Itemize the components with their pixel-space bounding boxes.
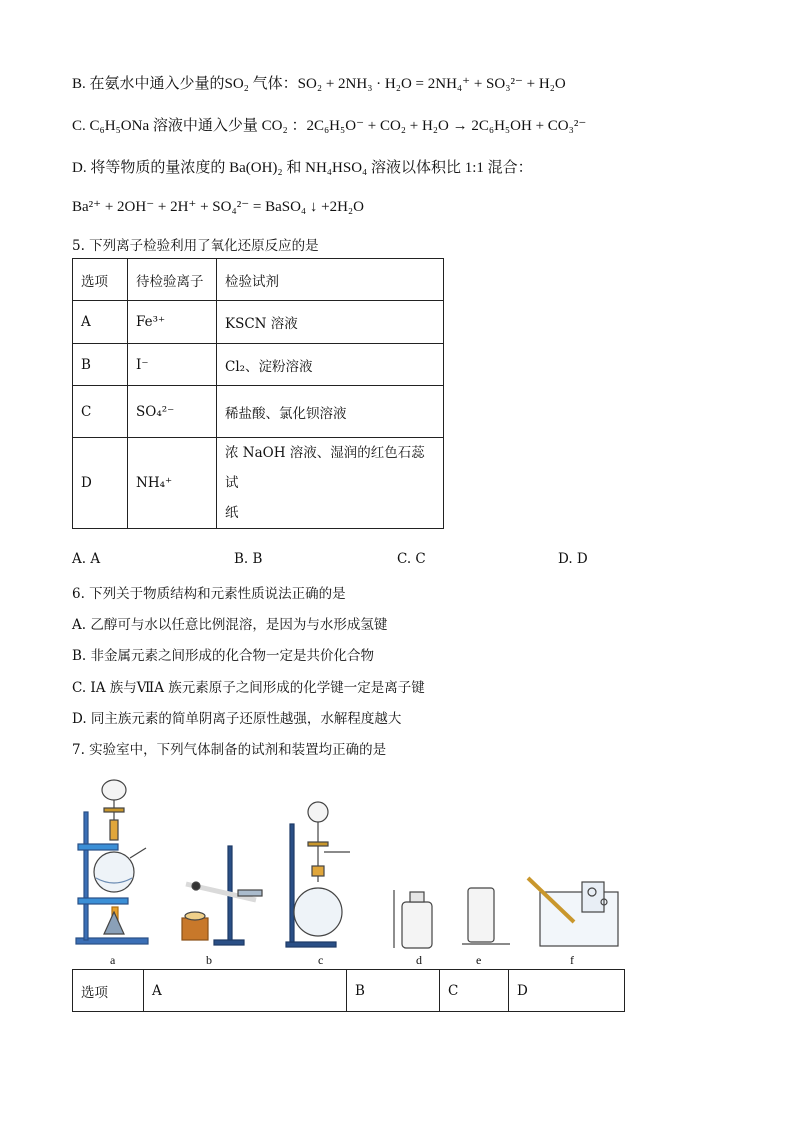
q6-option-b: B. 非金属元素之间形成的化合物一定是共价化合物 (72, 648, 375, 664)
table-header-cell: 检验试剂 (217, 259, 444, 301)
apparatus-illustration (0, 762, 794, 972)
apparatus-label-b: b (206, 953, 212, 967)
table-cell: Fe³⁺ (128, 301, 217, 344)
table-header-cell: D (509, 970, 625, 1012)
apparatus-a (76, 780, 148, 944)
table-header-cell: B (347, 970, 440, 1012)
table-cell: 稀盐酸、氯化钡溶液 (217, 386, 444, 438)
table-cell: KSCN 溶液 (217, 301, 444, 344)
table-cell: I⁻ (128, 344, 217, 386)
q4-option-d: D. 将等物质的量浓度的 Ba(OH)₂ 和 NH₄HSO₄ 溶液以体积比 1:1 混合： (72, 160, 533, 176)
q7-table (72, 969, 625, 1012)
table-header-cell: A (144, 970, 347, 1012)
table-cell (217, 438, 444, 529)
table-cell-line: 纸 (225, 505, 239, 521)
q6-option-d: D. 同主族元素的简单阴离子还原性越强，水解程度越大 (72, 711, 402, 727)
q6-option-a: A. 乙醇可与水以任意比例混溶，是因为与水形成氢键 (72, 617, 388, 633)
q6-option-c: C. ⅠA 族与ⅦA 族元素原子之间形成的化学键一定是离子键 (72, 680, 425, 696)
q5-stem: 5. 下列离子检验利用了氧化还原反应的是 (72, 238, 319, 254)
table-header-cell: 选项 (73, 970, 144, 1012)
table-header-cell: 选项 (73, 259, 128, 301)
q4-option-b: B. 在氨水中通入少量的SO₂ 气体：SO₂ + 2NH₃ · H₂O = 2NH₄⁺ + SO₃²⁻ + H₂O (72, 76, 566, 92)
apparatus-label-d: d (416, 953, 422, 967)
q7-stem: 7. 实验室中，下列气体制备的试剂和装置均正确的是 (72, 742, 387, 758)
q5-option-c: C. C (397, 551, 426, 567)
table-cell: B (73, 344, 128, 386)
apparatus-d (394, 890, 432, 948)
table-row (73, 259, 444, 301)
table-cell: Cl₂、淀粉溶液 (217, 344, 444, 386)
table-cell: A (73, 301, 128, 344)
apparatus-e (462, 888, 510, 944)
table-row (73, 438, 444, 529)
q4-option-d-equation: Ba²⁺ + 2OH⁻ + 2H⁺ + SO₄²⁻ = BaSO₄ ↓ +2H₂O (72, 199, 364, 215)
table-header-cell: 待检验离子 (128, 259, 217, 301)
table-cell: C (73, 386, 128, 438)
apparatus-label-c: c (318, 953, 324, 967)
q5-option-a: A. A (72, 551, 101, 567)
apparatus-c (286, 802, 350, 947)
apparatus-b (182, 846, 262, 945)
table-row (73, 970, 625, 1012)
q6-stem: 6. 下列关于物质结构和元素性质说法正确的是 (72, 586, 346, 602)
table-cell: NH₄⁺ (128, 438, 217, 529)
table-row (73, 301, 444, 344)
apparatus-f (528, 878, 618, 946)
apparatus-label-a: a (110, 953, 116, 967)
table-cell: SO₄²⁻ (128, 386, 217, 438)
table-header-cell: C (440, 970, 509, 1012)
q4-option-c: C. C₆H₅ONa 溶液中通入少量 CO₂ ：2C₆H₅O⁻ + CO₂ + H₂O → 2C₆H₅OH + CO₃²⁻ (72, 118, 587, 134)
apparatus-label-f: f (570, 953, 574, 967)
table-row (73, 344, 444, 386)
table-cell-line: 浓 NaOH 溶液、湿润的红色石蕊试 (225, 445, 425, 491)
q5-option-d: D. D (558, 551, 588, 567)
q5-table (72, 258, 444, 529)
q5-option-b: B. B (234, 551, 263, 567)
apparatus-label-e: e (476, 953, 482, 967)
table-cell: D (73, 438, 128, 529)
table-row (73, 386, 444, 438)
